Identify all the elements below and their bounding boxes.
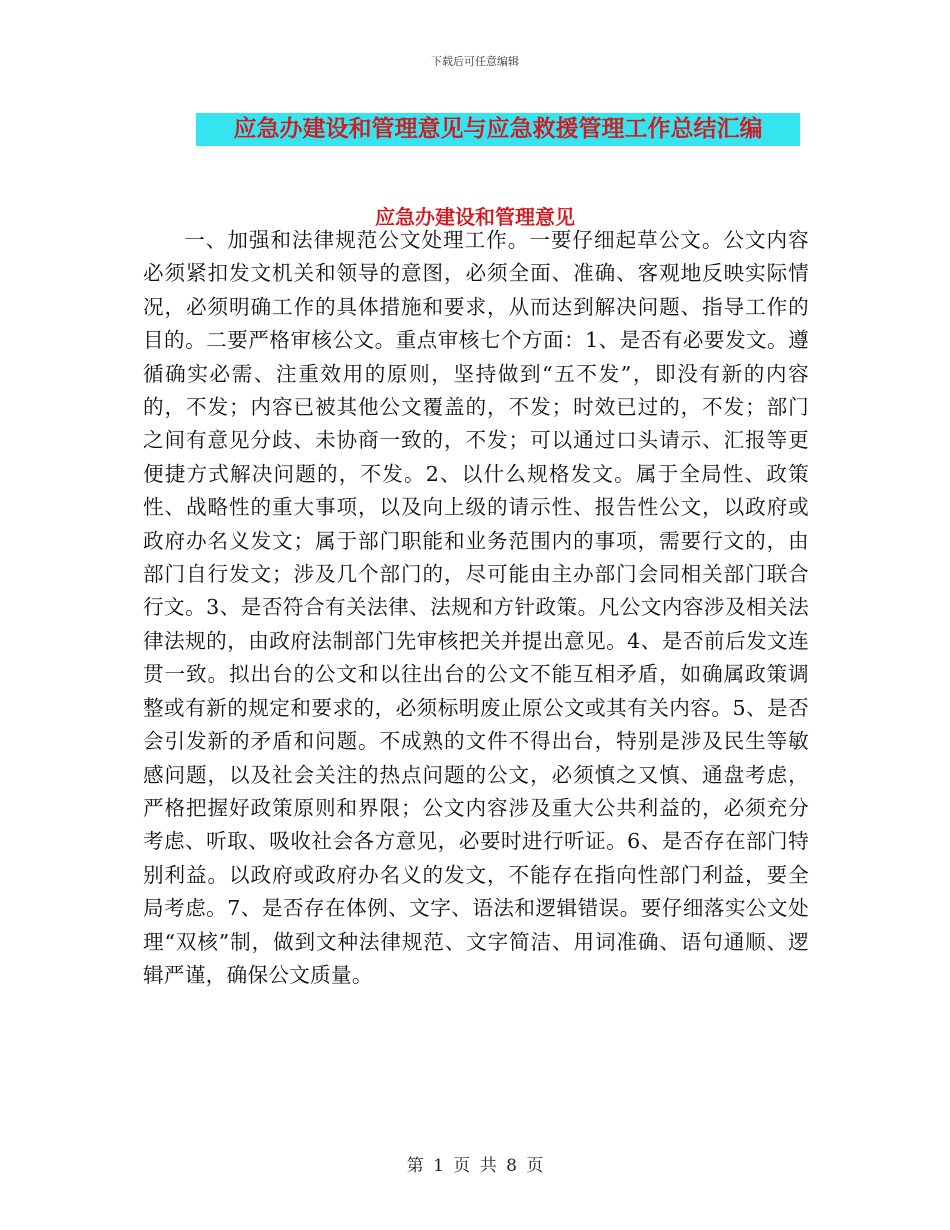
main-title-highlight	[196, 113, 800, 146]
section-title: 应急办建设和管理意见	[375, 205, 575, 229]
body-paragraph: 一、加强和法律规范公文处理工作。一要仔细起草公文。公文内容必须紧扣发文机关和领导的意图，必须全面、准确、客观地反映实际情况，必须明确工作的具体措施和要求，从而达到解决问题、指导工作的目的。二要严格审核公文。重点审核七个方面：1、是否有必要发文。遵循确实必需、注重效用的原则，坚持做到“五不发”，即没有新的内容的，不发；内容已被其他公文覆盖的，不发；时效已过的，不发；部门之间有意见分歧、未协商一致的，不发；可以通过口头请示、汇报等更便捷方式解决问题的，不发。2、以什么规格发文。属于全局性、政策性、战略性的重大事项，以及向上级的请示性、报告性公文，以政府或政府办名义发文；属于部门职能和业务范围内的事项，需要行文的，由部门自行发文；涉及几个部门的，尽可能由主办部门会同相关部门联合行文。3、是否符合有关法律、法规和方针政策。凡公文内容涉及相关法律法规的，由政府法制部门先审核把关并提出意见。4、是否前后发文连贯一致。拟出台的公文和以往出台的公文不能互相矛盾，如确属政策调整或有新的规定和要求的，必须标明废止原公文或其有关内容。5、是否会引发新的矛盾和问题。不成熟的文件不得出台，特别是涉及民生等敏感问题，以及社会关注的热点问题的公文，必须慎之又慎、通盘考虑，严格把握好政策原则和界限；公文内容涉及重大公共利益的，必须充分考虑、听取、吸收社会各方意见，必要时进行听证。6、是否存在部门特别利益。以政府或政府办名义的发文，不能存在指向性部门利益，要全局考虑。7、是否存在体例、文字、语法和逻辑错误。要仔细落实公文处理“双核”制，做到文种法律规范、文字简洁、用词准确、语句通顺、逻辑严谨，确保公文质量。	[143, 228, 809, 987]
header-note: 下载后可任意编辑	[431, 55, 519, 68]
document-title: 应急办建设和管理意见与应急救援管理工作总结汇编	[233, 116, 763, 142]
page-number-footer: 第 1 页 共 8 页	[406, 1156, 544, 1176]
